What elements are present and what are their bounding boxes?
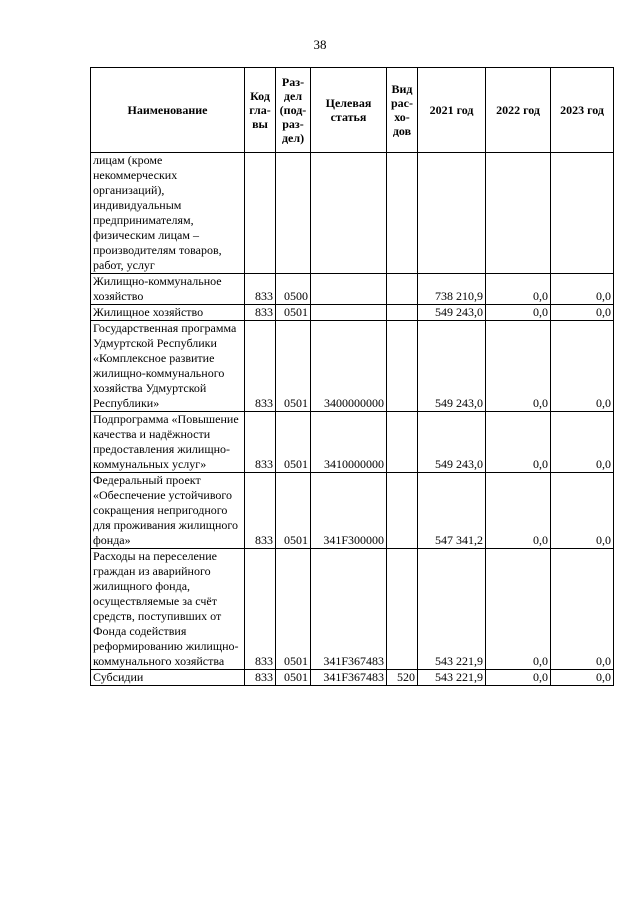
row-2021: 543 221,9 [418,549,486,670]
row-chapter: 833 [245,549,276,670]
table-row [91,274,614,305]
row-2021: 549 243,0 [418,305,486,321]
row-type [387,549,418,670]
row-2023: 0,0 [551,473,614,549]
header-name: Наименование [91,68,245,153]
row-target [311,305,387,321]
row-2023: 0,0 [551,670,614,686]
table-row [91,305,614,321]
table-row [91,321,614,412]
row-target: 341F300000 [311,473,387,549]
row-section: 0500 [276,274,311,305]
header-chapter: Код гла- вы [245,68,276,153]
row-target: 3400000000 [311,321,387,412]
row-2022: 0,0 [486,670,551,686]
row-type [387,305,418,321]
header-section: Раз- дел (под- раз- дел) [276,68,311,153]
row-section: 0501 [276,305,311,321]
row-2021: 543 221,9 [418,670,486,686]
row-2021: 547 341,2 [418,473,486,549]
row-target: 341F367483 [311,670,387,686]
row-2023: 0,0 [551,274,614,305]
row-section: 0501 [276,473,311,549]
row-name: Федеральный проект «Обеспечение устойчивого сокращения непригодного для проживания жилищного фонда» [91,473,245,549]
row-section [276,153,311,274]
row-chapter: 833 [245,670,276,686]
row-2022: 0,0 [486,473,551,549]
table-row [91,670,614,686]
row-type [387,473,418,549]
header-type: Вид рас- хо- дов [387,68,418,153]
table-row [91,153,614,274]
row-type [387,274,418,305]
header-2023: 2023 год [551,68,614,153]
row-2022 [486,153,551,274]
row-2023 [551,153,614,274]
row-name: лицам (кроме некоммерческих организаций), индивидуальным предпринимателям, физическим лицам – производителям товаров, работ, услуг [91,153,245,274]
table-row [91,412,614,473]
header-target: Целевая статья [311,68,387,153]
row-section: 0501 [276,549,311,670]
row-section: 0501 [276,321,311,412]
row-section: 0501 [276,412,311,473]
row-2022: 0,0 [486,321,551,412]
row-name: Подпрограмма «Повышение качества и надёжности предоставления жилищно-коммунальных услуг» [91,412,245,473]
row-chapter: 833 [245,305,276,321]
row-name: Государственная программа Удмуртской Республики «Комплексное развитие жилищно-коммунального хозяйства Удмуртской Республики» [91,321,245,412]
row-chapter: 833 [245,321,276,412]
row-name: Расходы на переселение граждан из аварийного жилищного фонда, осуществляемые за счёт средств, поступивших от Фонда содействия реформированию жилищно-коммунального хозяйства [91,549,245,670]
row-2022: 0,0 [486,274,551,305]
row-section: 0501 [276,670,311,686]
row-2021 [418,153,486,274]
row-2022: 0,0 [486,549,551,670]
row-name: Жилищно-коммунальное хозяйство [91,274,245,305]
row-2023: 0,0 [551,549,614,670]
row-type [387,321,418,412]
row-chapter: 833 [245,412,276,473]
row-2022: 0,0 [486,412,551,473]
row-type [387,153,418,274]
row-2021: 738 210,9 [418,274,486,305]
row-2023: 0,0 [551,321,614,412]
header-2021: 2021 год [418,68,486,153]
row-chapter [245,153,276,274]
budget-table [90,67,614,686]
row-target: 341F367483 [311,549,387,670]
header-2022: 2022 год [486,68,551,153]
row-2021: 549 243,0 [418,321,486,412]
row-target [311,274,387,305]
header-row [91,68,614,153]
row-name: Жилищное хозяйство [91,305,245,321]
table-row [91,549,614,670]
row-target: 3410000000 [311,412,387,473]
row-2023: 0,0 [551,305,614,321]
row-2021: 549 243,0 [418,412,486,473]
row-2023: 0,0 [551,412,614,473]
row-target [311,153,387,274]
page-number: 38 [313,37,327,52]
row-2022: 0,0 [486,305,551,321]
row-chapter: 833 [245,274,276,305]
table-row [91,473,614,549]
row-type: 520 [387,670,418,686]
row-type [387,412,418,473]
row-name: Субсидии [91,670,245,686]
row-chapter: 833 [245,473,276,549]
